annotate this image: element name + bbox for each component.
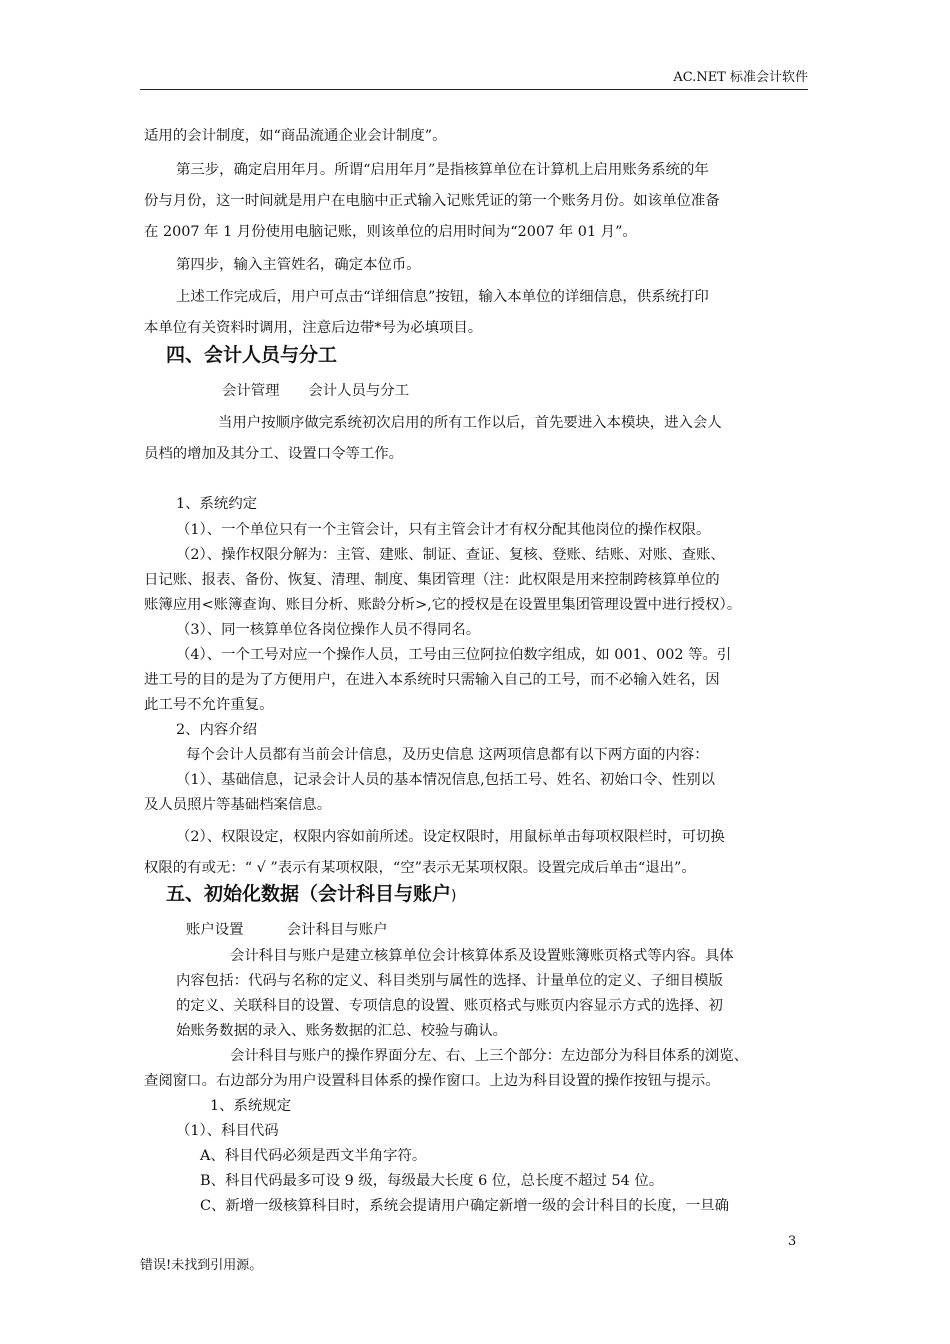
footer-text: 错误!未找到引用源。 [140,1258,263,1273]
running-header: AC.NET 标准会计软件 [673,70,808,85]
text-line: 份与月份，这一时间就是用户在电脑中正式输入记账凭证的第一个账务月份。如该单位准备 [144,193,720,209]
text-line: 适用的会计制度，如“商品流通企业会计制度”。 [144,128,447,144]
text-line: 会计科目与账户的操作界面分左、右、上三个部分：左边部分为科目体系的浏览、 [230,1048,749,1064]
subheading: 2、内容介绍 [176,722,258,738]
text-line: （4）、一个工号对应一个操作人员，工号由三位阿拉伯数字组成，如 001、002 等。引 [176,647,732,663]
text-line: （1）、基础信息，记录会计人员的基本情况信息,包括工号、姓名、初始口令、性别以 [176,772,715,788]
text-line: 本单位有关资料时调用，注意后边带*号为必填项目。 [144,320,483,336]
text-line: C、新增一级核算科目时，系统会提请用户确定新增一级的会计科目的长度，一旦确 [200,1198,730,1214]
subheading: （1）、科目代码 [176,1123,279,1139]
text-line: 会计科目与账户是建立核算单位会计核算体系及设置账簿账页格式等内容。具体 [230,948,734,964]
text-line: 此工号不允许重复。 [144,697,274,713]
text-line: A、科目代码必须是西文半角字符。 [200,1148,427,1164]
text-line: 第四步，输入主管姓名，确定本位币。 [176,257,421,273]
text-line: 每个会计人员都有当前会计信息，及历史信息 这两项信息都有以下两方面的内容： [186,747,709,763]
page-number: 3 [788,1234,797,1249]
text-line: 第三步，确定启用年月。所谓“启用年月”是指核算单位在计算机上启用账务系统的年 [176,162,709,178]
text-line: 员档的增加及其分工、设置口令等工作。 [144,446,404,462]
subheading: 1、系统约定 [176,496,258,512]
text-line: 上述工作完成后，用户可点击“详细信息”按钮，输入本单位的详细信息，供系统打印 [176,289,709,305]
text-line: 的定义、关联科目的设置、专项信息的设置、账页格式与账页内容显示方式的选择、初 [176,998,723,1014]
text-line: （3）、同一核算单位各岗位操作人员不得同名。 [176,622,481,638]
section-heading-5-text: 五、初始化数据（会计科目与账户 [166,883,452,905]
section-heading-5-paren: ) [451,888,457,904]
section-heading-4: 四、会计人员与分工 [166,344,338,366]
text-line: 进工号的目的是为了方便用户，在进入本系统时只需输入自己的工号，而不必输入姓名，因 [144,672,720,688]
text-line: 始账务数据的录入、账务数据的汇总、校验与确认。 [176,1023,507,1039]
text-line: 日记账、报表、备份、恢复、清理、制度、集团管理（注：此权限是用来控制跨核算单位的 [144,572,720,588]
subheading: 1、系统规定 [210,1098,292,1114]
text-line: 账簿应用<账簿查询、账目分析、账龄分析>,它的授权是在设置里集团管理设置中进行授权）。 [144,597,742,613]
text-line: 内容包括：代码与名称的定义、科目类别与属性的选择、计量单位的定义、子细目模版 [176,973,723,989]
menu-path: 会计管理 会计人员与分工 [222,383,410,399]
text-line: （2）、操作权限分解为：主管、建账、制证、查证、复核、登账、结账、对账、查账、 [176,547,725,563]
text-line: 在 2007 年 1 月份使用电脑记账，则该单位的启用时间为“2007 年 01 月”。 [144,224,637,240]
text-line: 当用户按顺序做完系统初次启用的所有工作以后，首先要进入本模块，进入会人 [218,415,722,431]
header-rule [140,89,808,90]
text-line: 查阅窗口。右边部分为用户设置科目体系的操作窗口。上边为科目设置的操作按钮与提示。 [144,1073,720,1089]
text-line: 及人员照片等基础档案信息。 [144,797,332,813]
text-line: 权限的有或无：“ √ ”表示有某项权限，“空”表示无某项权限。设置完成后单击“退出”。 [144,860,696,876]
section-heading-5 [166,881,456,909]
text-line: B、科目代码最多可设 9 级，每级最大长度 6 位，总长度不超过 54 位。 [200,1173,664,1189]
menu-path: 账户设置 会计科目与账户 [186,922,388,938]
text-line: （1）、一个单位只有一个主管会计，只有主管会计才有权分配其他岗位的操作权限。 [176,522,711,538]
text-line: （2）、权限设定，权限内容如前所述。设定权限时，用鼠标单击每项权限栏时，可切换 [176,829,725,845]
